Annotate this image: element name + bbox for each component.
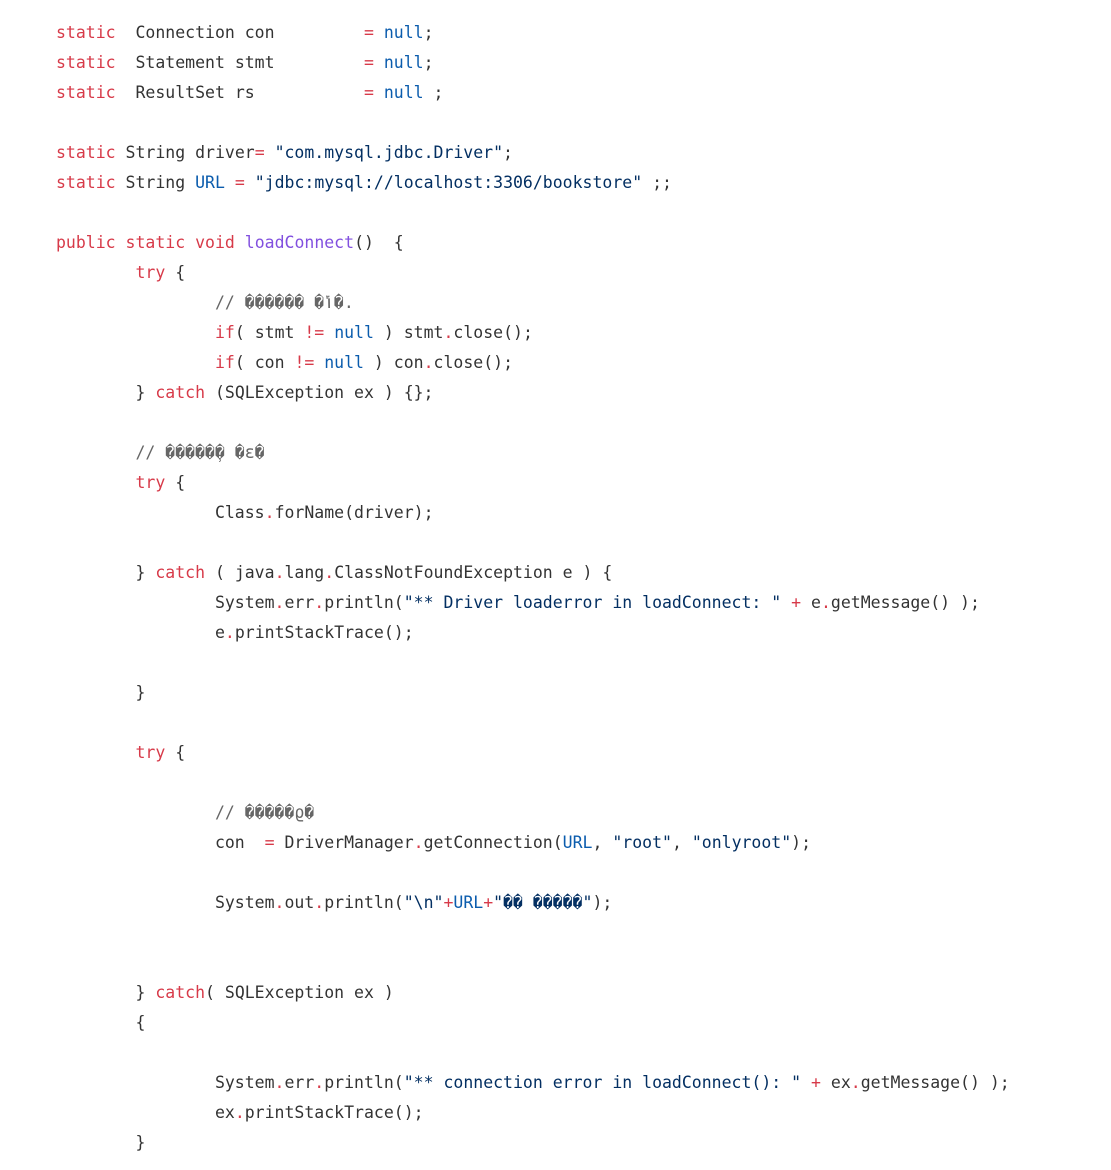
code-line <box>56 1008 1010 1038</box>
code-token: ( SQLException ex ) <box>205 983 394 1002</box>
code-token: + <box>443 893 454 912</box>
code-token: void <box>195 233 235 252</box>
code-token <box>225 173 235 192</box>
code-token: public <box>56 233 116 252</box>
code-token: printStackTrace(); <box>234 623 414 642</box>
code-token: } <box>56 683 146 702</box>
code-token: ClassNotFoundException e ) { <box>334 563 613 582</box>
code-token: = <box>254 143 265 162</box>
code-line <box>56 618 1010 648</box>
code-token: null <box>383 83 424 102</box>
code-token <box>56 443 135 462</box>
code-token: "** Driver loaderror in loadConnect: " <box>403 593 782 612</box>
code-token <box>374 83 384 102</box>
code-token: . <box>274 563 285 582</box>
code-line <box>56 468 1010 498</box>
code-token <box>245 173 255 192</box>
code-token: String driver <box>115 143 255 162</box>
code-token: // ������ �ݴ�. <box>214 293 354 312</box>
code-token: ( stmt <box>234 323 305 342</box>
code-token: println( <box>324 1073 404 1092</box>
code-line <box>56 738 1010 768</box>
code-token: null <box>383 23 424 42</box>
code-token <box>56 263 135 282</box>
code-token: "�� �����" <box>493 893 593 912</box>
code-line <box>56 858 1010 888</box>
code-token: printStackTrace(); <box>244 1103 424 1122</box>
code-token: ) stmt <box>373 323 444 342</box>
code-line <box>56 348 1010 378</box>
code-token <box>235 233 245 252</box>
code-token: Class <box>56 503 265 522</box>
code-token: null <box>383 53 424 72</box>
code-line <box>56 918 1010 948</box>
code-token <box>781 593 791 612</box>
code-token: "\n" <box>403 893 444 912</box>
code-token: } <box>56 563 156 582</box>
code-token: getMessage() ); <box>830 593 980 612</box>
code-line <box>56 828 1010 858</box>
code-token: err <box>284 1073 315 1092</box>
code-token: Statement stmt <box>115 53 364 72</box>
code-line <box>56 978 1010 1008</box>
code-line <box>56 228 1010 258</box>
code-token: System <box>56 893 275 912</box>
code-token: lang <box>284 563 325 582</box>
code-token: () { <box>354 233 404 252</box>
code-token: ) con <box>364 353 424 372</box>
code-line <box>56 78 1010 108</box>
code-token: + <box>483 893 494 912</box>
code-token: = <box>363 53 374 72</box>
code-token: . <box>850 1073 861 1092</box>
code-token <box>56 803 215 822</box>
code-token: null <box>334 323 374 342</box>
code-token: { <box>56 1013 146 1032</box>
code-line <box>56 678 1010 708</box>
code-token: ); <box>592 893 613 912</box>
code-token: try <box>135 743 166 762</box>
code-line <box>56 588 1010 618</box>
code-token: ex <box>820 1073 851 1092</box>
code-token: . <box>324 563 335 582</box>
code-token <box>56 473 135 492</box>
code-token: != <box>294 353 315 372</box>
code-token: . <box>423 353 434 372</box>
code-line <box>56 948 1010 978</box>
code-token: != <box>304 323 325 342</box>
code-token: ; <box>503 143 513 162</box>
code-token: ; <box>423 83 444 102</box>
code-token <box>374 23 384 42</box>
code-token: err <box>284 593 315 612</box>
code-token: DriverManager <box>274 833 414 852</box>
code-line <box>56 168 1010 198</box>
code-token: println( <box>324 593 404 612</box>
code-token: System <box>56 1073 275 1092</box>
code-token: static <box>56 23 116 42</box>
code-token: getConnection( <box>423 833 563 852</box>
code-token: . <box>274 593 285 612</box>
code-token: "jdbc:mysql://localhost:3306/bookstore" <box>254 173 643 192</box>
code-token <box>314 353 324 372</box>
code-token: . <box>224 623 235 642</box>
code-token <box>56 293 215 312</box>
code-token: ; <box>423 23 434 42</box>
code-token: { <box>165 473 186 492</box>
code-token <box>324 323 334 342</box>
code-token: + <box>791 593 802 612</box>
code-token: ( java <box>205 563 275 582</box>
code-line <box>56 498 1010 528</box>
code-token: e <box>801 593 821 612</box>
code-token <box>185 233 195 252</box>
code-token: loadConnect <box>244 233 355 252</box>
code-token: getMessage() ); <box>860 1073 1010 1092</box>
code-token: static <box>125 233 186 252</box>
code-token: , <box>592 833 613 852</box>
code-line <box>56 798 1010 828</box>
code-token <box>265 143 275 162</box>
code-token <box>801 1073 811 1092</box>
code-line <box>56 1128 1010 1158</box>
code-token: e <box>56 623 225 642</box>
code-line <box>56 1068 1010 1098</box>
code-token: forName(driver); <box>274 503 434 522</box>
code-token: ResultSet rs <box>115 83 364 102</box>
code-line <box>56 408 1010 438</box>
code-token: . <box>314 593 325 612</box>
code-line <box>56 198 1010 228</box>
code-token: = <box>264 833 275 852</box>
code-token: } <box>56 383 156 402</box>
code-token: static <box>56 53 116 72</box>
code-token: Connection con <box>115 23 364 42</box>
code-token: . <box>820 593 831 612</box>
code-line <box>56 438 1010 468</box>
code-token: . <box>413 833 424 852</box>
code-token <box>374 53 384 72</box>
code-token: } <box>56 983 156 1002</box>
code-token: . <box>274 1073 285 1092</box>
code-token: ( con <box>234 353 295 372</box>
code-block <box>56 18 1010 1158</box>
code-token: null <box>324 353 364 372</box>
code-token <box>56 353 215 372</box>
code-token: if <box>214 323 235 342</box>
code-line <box>56 318 1010 348</box>
code-token: out <box>284 893 315 912</box>
code-token: = <box>234 173 245 192</box>
code-token <box>56 323 215 342</box>
code-token: System <box>56 593 275 612</box>
code-token: // �����ϱ� <box>214 803 315 822</box>
code-line <box>56 1038 1010 1068</box>
code-line <box>56 138 1010 168</box>
code-token: ); <box>791 833 812 852</box>
code-token: URL <box>195 173 225 192</box>
code-line <box>56 708 1010 738</box>
code-token: close(); <box>433 353 514 372</box>
code-token: URL <box>453 893 484 912</box>
code-token: "com.mysql.jdbc.Driver" <box>274 143 504 162</box>
code-token: . <box>274 893 285 912</box>
code-token: ; <box>423 53 434 72</box>
code-token: URL <box>562 833 593 852</box>
code-token: . <box>234 1103 245 1122</box>
code-token: { <box>165 743 186 762</box>
code-token: try <box>135 473 166 492</box>
code-token: "onlyroot" <box>691 833 792 852</box>
code-token: static <box>56 83 116 102</box>
code-line <box>56 558 1010 588</box>
code-token: catch <box>155 383 206 402</box>
code-token: . <box>314 1073 325 1092</box>
code-line <box>56 888 1010 918</box>
code-token: // �����̹� �ε� <box>135 443 265 462</box>
code-token: static <box>56 173 116 192</box>
code-token: close(); <box>453 323 533 342</box>
code-line <box>56 1098 1010 1128</box>
code-token: . <box>264 503 275 522</box>
code-token: } <box>56 1133 146 1152</box>
code-token: ex <box>56 1103 235 1122</box>
code-line <box>56 18 1010 48</box>
code-token: (SQLException ex ) {}; <box>205 383 434 402</box>
code-line <box>56 648 1010 678</box>
code-token: "root" <box>612 833 672 852</box>
code-token: + <box>811 1073 821 1092</box>
code-token: = <box>363 83 374 102</box>
code-line <box>56 108 1010 138</box>
code-token: try <box>135 263 166 282</box>
code-token: , <box>671 833 692 852</box>
code-token: = <box>363 23 374 42</box>
code-line <box>56 528 1010 558</box>
code-line <box>56 48 1010 78</box>
code-token: . <box>314 893 325 912</box>
code-line <box>56 288 1010 318</box>
code-token <box>56 743 135 762</box>
code-line <box>56 378 1010 408</box>
code-token: catch <box>155 563 206 582</box>
code-token: catch <box>155 983 206 1002</box>
code-token: con <box>56 833 265 852</box>
code-token: "** connection error in loadConnect(): " <box>403 1073 802 1092</box>
code-token: ;; <box>642 173 672 192</box>
code-token: println( <box>324 893 404 912</box>
code-token: if <box>214 353 235 372</box>
code-token: static <box>56 143 116 162</box>
code-token: { <box>165 263 186 282</box>
code-token: String <box>115 173 196 192</box>
code-token <box>116 233 126 252</box>
code-token: . <box>443 323 454 342</box>
code-line <box>56 258 1010 288</box>
code-line <box>56 768 1010 798</box>
